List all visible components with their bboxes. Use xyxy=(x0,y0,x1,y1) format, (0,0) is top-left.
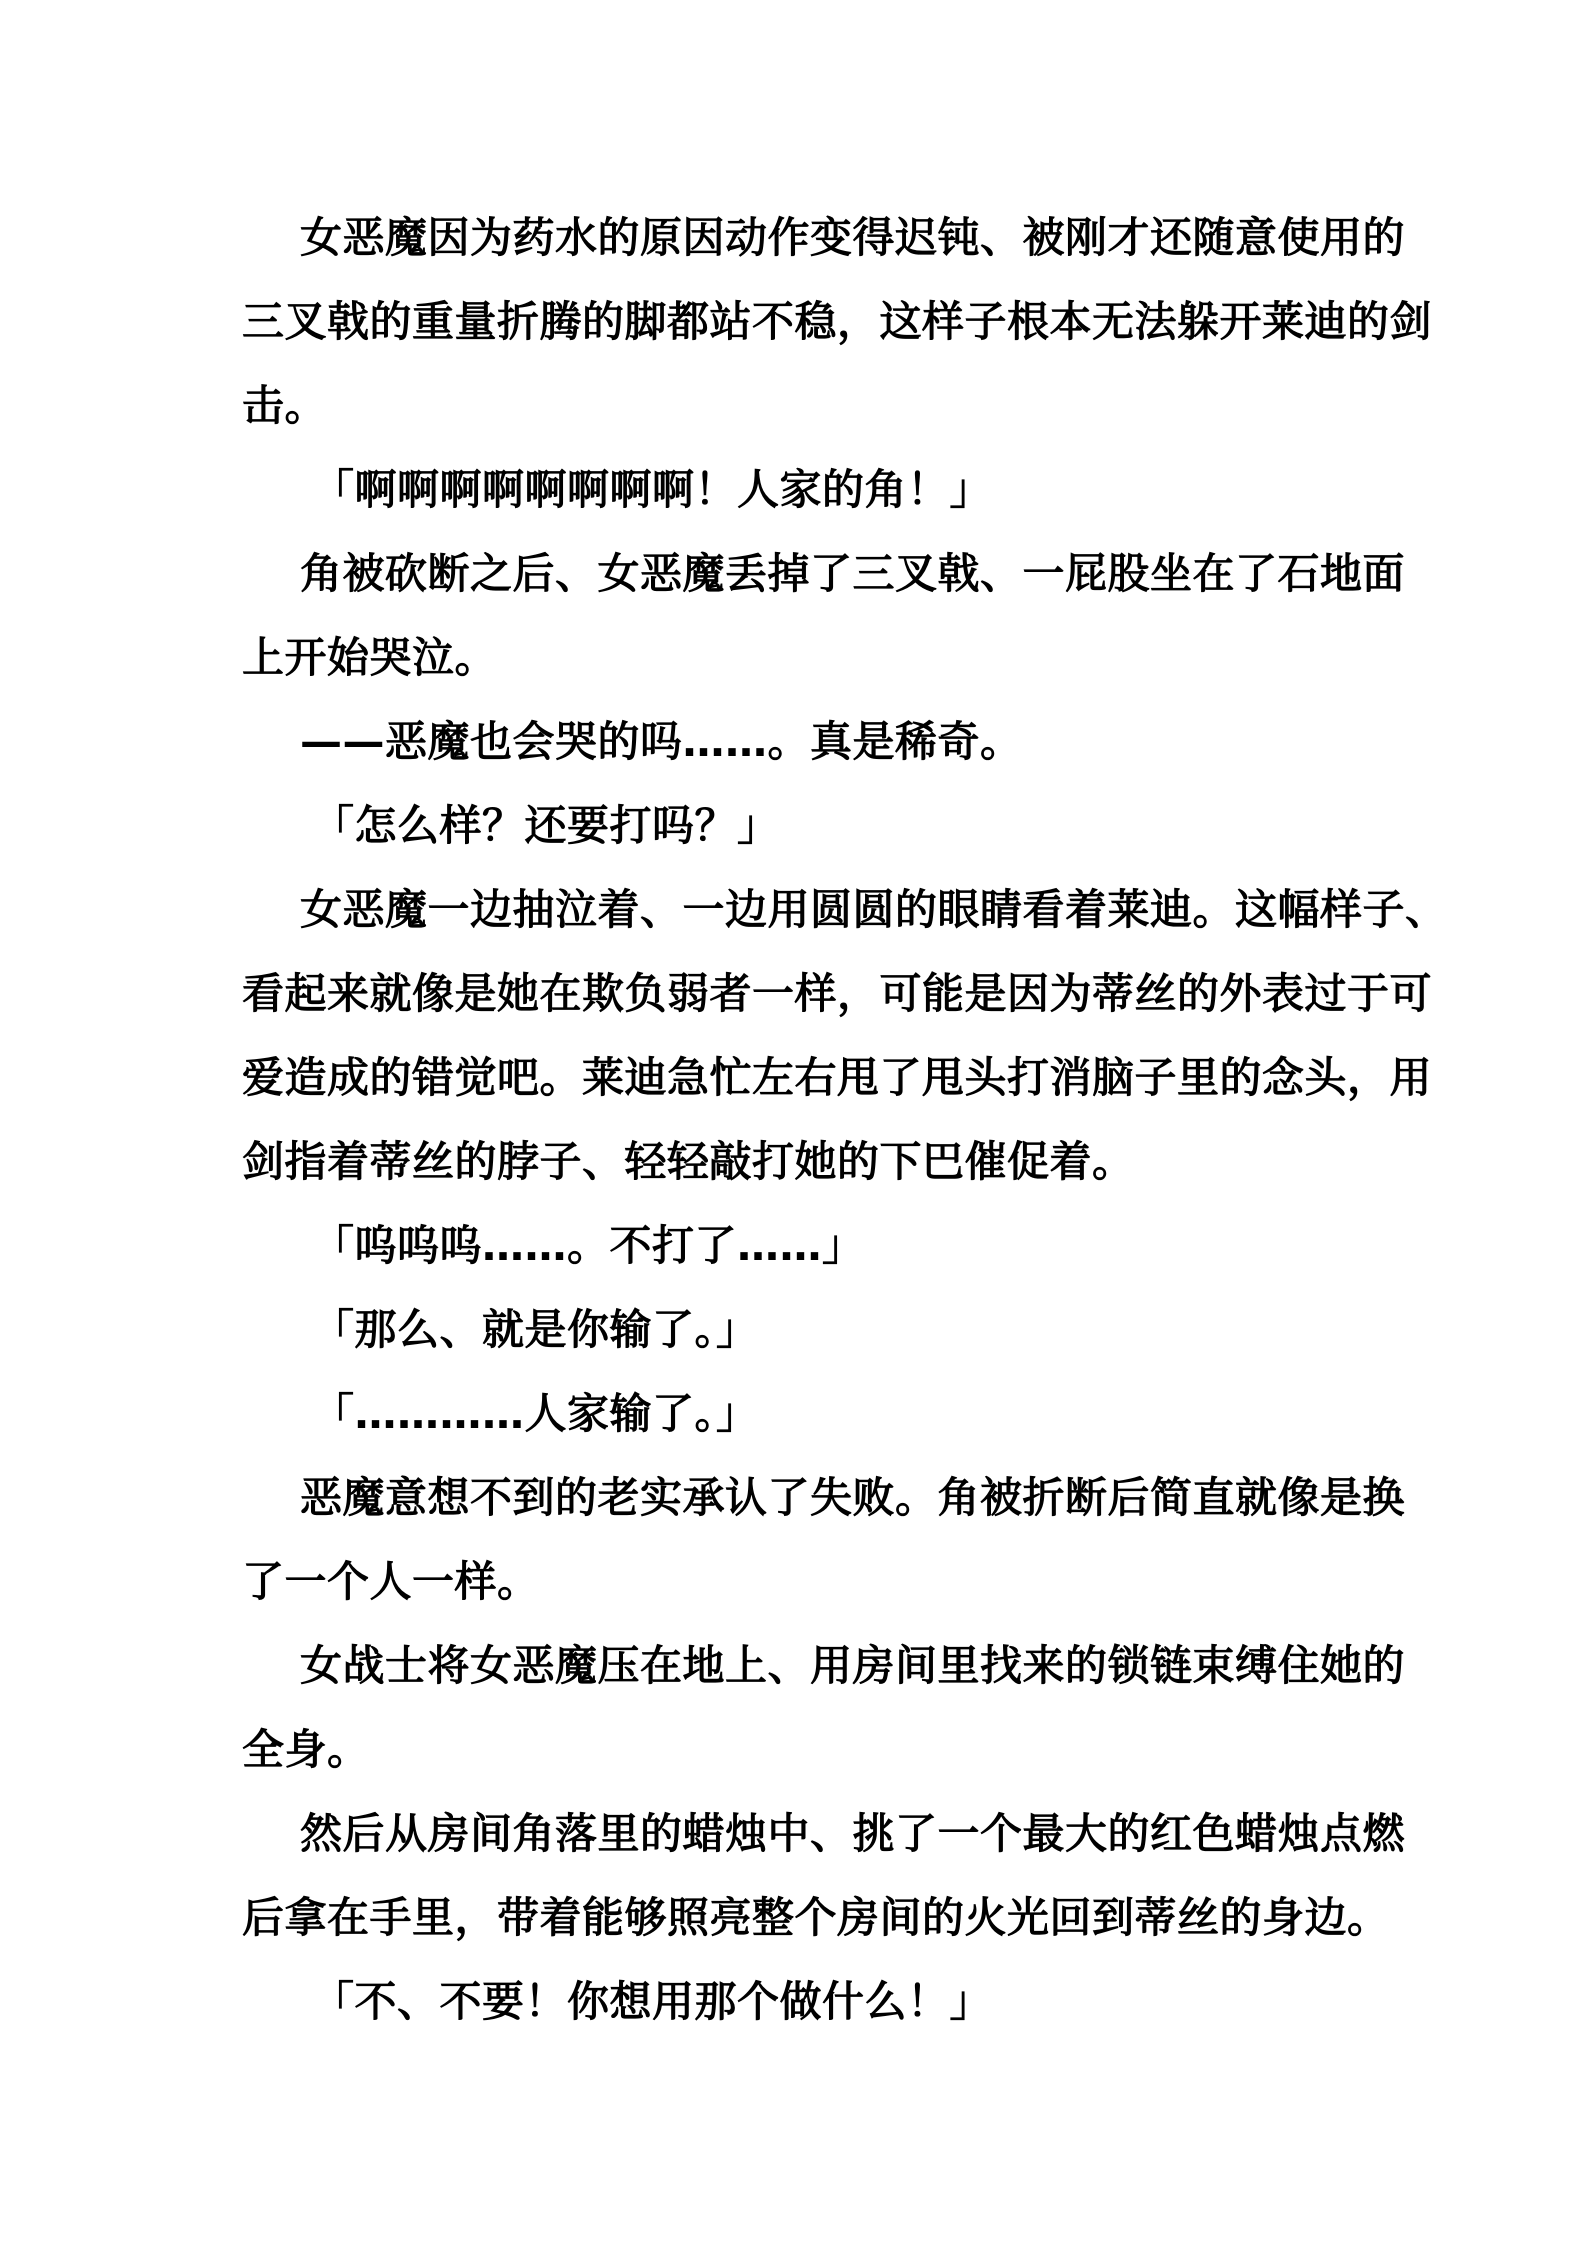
text-line: 恶魔意想不到的老实承认了失败。角被折断后简直就像是换 xyxy=(300,1473,1406,1522)
text-line: 女战士将女恶魔压在地上、用房间里找来的锁链束缚住她的 xyxy=(300,1641,1406,1690)
text-line: 角被砍断之后、女恶魔丢掉了三叉戟、一屁股坐在了石地面 xyxy=(300,549,1406,598)
dialogue-line: 「啊啊啊啊啊啊啊啊！人家的角！」 xyxy=(312,465,993,514)
text-line: 剑指着蒂丝的脖子、轻轻敲打她的下巴催促着。 xyxy=(242,1137,1135,1186)
text-line: 击。 xyxy=(242,381,328,430)
text-line: 看起来就像是她在欺负弱者一样，可能是因为蒂丝的外表过于可 xyxy=(242,969,1433,1018)
text-line: 全身。 xyxy=(242,1725,370,1774)
text-line: 爱造成的错觉吧。莱迪急忙左右甩了甩头打消脑子里的念头，用 xyxy=(242,1053,1433,1102)
text-line: 然后从房间角落里的蜡烛中、挑了一个最大的红色蜡烛点燃 xyxy=(300,1809,1406,1858)
text-line: 女恶魔因为药水的原因动作变得迟钝、被刚才还随意使用的 xyxy=(300,213,1406,262)
text-line: ——恶魔也会哭的吗……。真是稀奇。 xyxy=(300,717,1023,766)
text-line: 三叉戟的重量折腾的脚都站不稳，这样子根本无法躲开莱迪的剑 xyxy=(242,297,1433,346)
dialogue-line: 「不、不要！你想用那个做什么！」 xyxy=(312,1977,993,2026)
dialogue-line: 「怎么样？还要打吗？」 xyxy=(312,801,780,850)
dialogue-line: 「呜呜呜……。不打了……」 xyxy=(312,1221,865,1270)
text-line: 了一个人一样。 xyxy=(242,1557,540,1606)
text-line: 上开始哭泣。 xyxy=(242,633,498,682)
dialogue-line: 「那么、就是你输了。」 xyxy=(312,1305,759,1354)
text-line: 后拿在手里，带着能够照亮整个房间的火光回到蒂丝的身边。 xyxy=(242,1893,1390,1942)
document-page xyxy=(242,196,1448,2044)
dialogue-line: 「…………人家输了。」 xyxy=(312,1389,759,1438)
text-line: 女恶魔一边抽泣着、一边用圆圆的眼睛看着莱迪。这幅样子、 xyxy=(300,885,1448,934)
